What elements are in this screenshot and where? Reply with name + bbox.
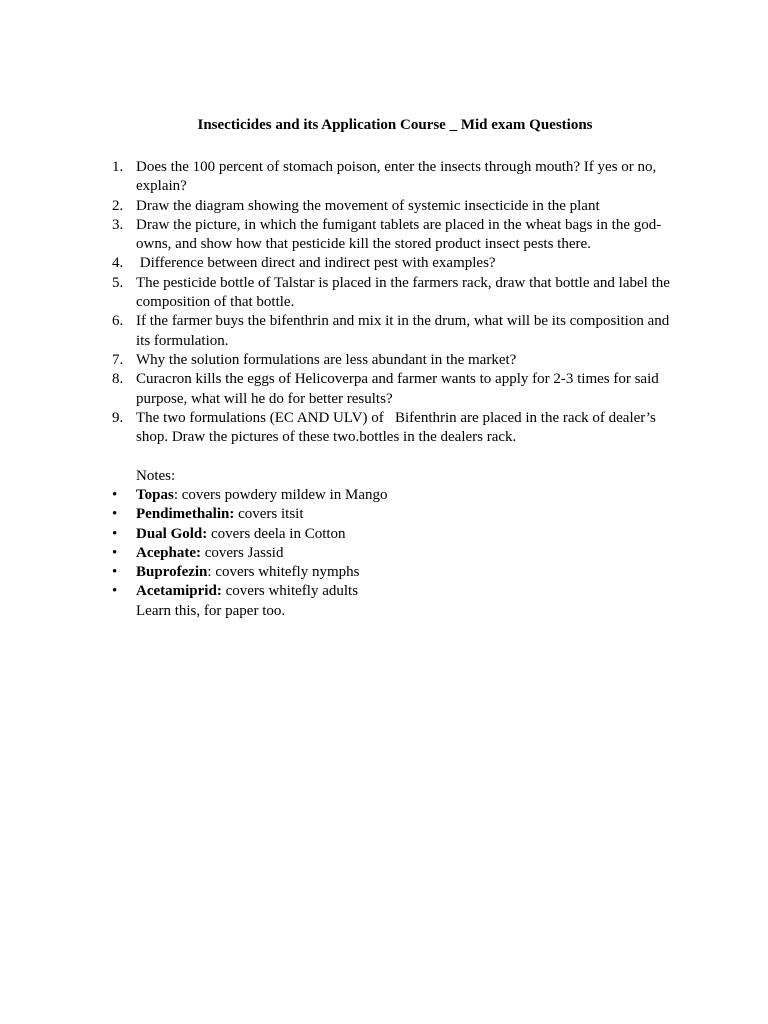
question-number: 6. (112, 313, 124, 330)
question-item (112, 254, 677, 273)
questions-list (112, 158, 677, 447)
bullet-icon: • (112, 564, 118, 581)
question-text: Does the 100 percent of stomach poison, enter the insects through mouth? If yes or no, explain? (136, 159, 657, 195)
question-text: The pesticide bottle of Talstar is placed in the farmers rack, draw that bottle and label the composition of that bottle. (136, 274, 670, 311)
page-title: Insecticides and its Application Course _ Mid exam Questions (197, 117, 593, 133)
note-item (112, 525, 672, 544)
footer-note: Learn this, for paper too. (136, 603, 286, 619)
question-number: 5. (112, 274, 124, 291)
question-item (112, 409, 677, 448)
note-description: covers whitefly adults (221, 583, 359, 600)
note-description: covers itsit (234, 506, 304, 523)
notes-list (112, 486, 672, 602)
question-number: 8. (112, 371, 124, 388)
note-term: Acetamiprid: (136, 583, 222, 600)
question-item (112, 351, 677, 370)
note-term: Pendimethalin: (136, 506, 235, 523)
question-text: The two formulations (EC AND ULV) of Bifenthrin are placed in the rack of dealer’s shop. Draw the pictures of these two.bottles in the dealers rack. (136, 409, 660, 446)
question-item (112, 216, 677, 255)
note-description: covers Jassid (200, 544, 284, 561)
note-description: covers deela in Cotton (207, 525, 346, 542)
question-item (112, 197, 677, 216)
bullet-icon: • (112, 487, 118, 503)
question-number: 3. (112, 216, 124, 233)
question-item (112, 274, 677, 313)
question-text: Curacron kills the eggs of Helicoverpa and farmer wants to apply for 2-3 times for said purpose, what will he do for better results? (136, 371, 659, 407)
bullet-icon: • (112, 525, 118, 542)
note-term: Buprofezin (136, 564, 208, 581)
question-item (112, 158, 677, 197)
question-number: 7. (112, 351, 124, 368)
question-text: Draw the picture, in which the fumigant tablets are placed in the wheat bags in the god-owns, and show how that pesticide kill the stored product insect pests there. (136, 216, 662, 253)
question-number: 2. (112, 197, 124, 214)
note-item (112, 582, 672, 601)
note-term: Dual Gold: (136, 525, 208, 542)
question-text: Difference between direct and indirect pest with examples? (136, 255, 496, 272)
question-item (112, 370, 677, 409)
note-item (112, 563, 672, 582)
notes-heading: Notes: (136, 468, 176, 484)
note-description: : covers powdery mildew in Mango (173, 487, 388, 503)
question-text: Why the solution formulations are less abundant in the market? (136, 351, 517, 368)
question-number: 9. (112, 409, 124, 426)
question-text: Draw the diagram showing the movement of systemic insecticide in the plant (136, 197, 600, 214)
note-description: : covers whitefly nymphs (207, 564, 360, 581)
bullet-icon: • (112, 583, 118, 600)
note-term: Acephate: (136, 544, 201, 561)
note-term: Topas (136, 487, 174, 503)
note-item (112, 505, 672, 524)
bullet-icon: • (112, 506, 118, 523)
question-number: 1. (112, 159, 124, 175)
question-item (112, 312, 677, 351)
note-item (112, 544, 672, 563)
bullet-icon: • (112, 544, 118, 561)
note-item (112, 486, 672, 505)
question-number: 4. (112, 255, 124, 272)
question-text: If the farmer buys the bifenthrin and mix it in the drum, what will be its composition and its formulation. (136, 313, 670, 349)
